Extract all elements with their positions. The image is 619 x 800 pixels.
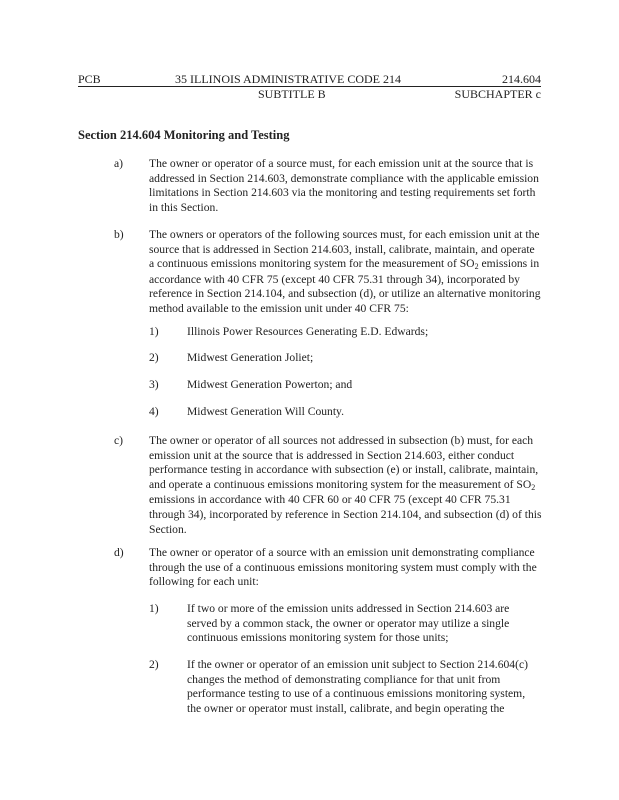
list-b-item-text: Illinois Power Resources Generating E.D. Edwards; [187,325,429,338]
paragraph-c-text: The owner or operator of all sources not addressed in subsection (b) must, for each emission unit at the source that is addressed in Section 214.603, either conduct performance testing in accordance with subsection (e) or install, calibrate, maintain, and operate a continuous emissions monitoring system for the measurement of $SO_2$ emissions in accordance with 40 CFR 60 or 40 CFR 75 (except 40 CFR 75.31 through 34), incorporated by reference in Section 214.104, and subsection (d) of this Section. [149,434,542,536]
paragraph-d-label: d) [114,546,124,559]
list-b-item-text: Midwest Generation Joliet; [187,351,314,364]
paragraph-d-text: The owner or operator of a source with an emission unit demonstrating compliance through the use of a continuous emissions monitoring system must comply with the following for each unit: [149,546,537,589]
header-subchapter: SUBCHAPTER c [454,87,541,101]
header-left: PCB [78,72,101,86]
paragraph-a-label: a) [114,157,124,170]
list-b-item-label: 4) [149,405,159,418]
paragraph-a-text: The owner or operator of a source must, for each emission unit at the source that is addressed in Section 214.603, demonstrate compliance with the applicable emission limitations in Section 214.603 via the monitoring and testing requirements set forth in this Section. [149,157,539,214]
list-d-item-label: 2) [149,658,159,671]
list-d-item-text: If two or more of the emission units addressed in Section 214.603 are served by a common stack, the owner or operator may utilize a single continuous emissions monitoring system for those units; [187,602,510,645]
header-subtitle: SUBTITLE B [258,87,326,101]
paragraph-b-text: The owners or operators of the following sources must, for each emission unit at the source that is addressed in Section 214.603, install, calibrate, maintain, and operate a continuous emissions monitoring system for the measurement of $SO_2$ emissions in accordance with 40 CFR 75 (except 40 CFR 75.31 through 34), incorporated by reference in Section 214.104, and subsection (d), or utilize an alternative monitoring method available to the emission unit under 40 CFR 75: [149,228,541,315]
list-d-item-text: If the owner or operator of an emission unit subject to Section 214.604(c) changes the method of demonstrating compliance for that unit from performance testing to use of a continuous emissions monitoring system, the owner or operator must install, calibrate, and begin operating the [187,658,528,715]
header-right: 214.604 [502,72,541,86]
header-center: 35 ILLINOIS ADMINISTRATIVE CODE 214 [175,72,401,86]
list-b-item-text: Midwest Generation Will County. [187,405,344,418]
list-b-item-label: 1) [149,325,159,338]
paragraph-c-label: c) [114,434,124,447]
paragraph-b-label: b) [114,228,124,241]
list-b-item-label: 2) [149,351,159,364]
section-heading: Section 214.604 Monitoring and Testing [78,128,290,142]
list-b-item-label: 3) [149,378,159,391]
list-b-item-text: Midwest Generation Powerton; and [187,378,353,391]
list-d-item-label: 1) [149,602,159,615]
